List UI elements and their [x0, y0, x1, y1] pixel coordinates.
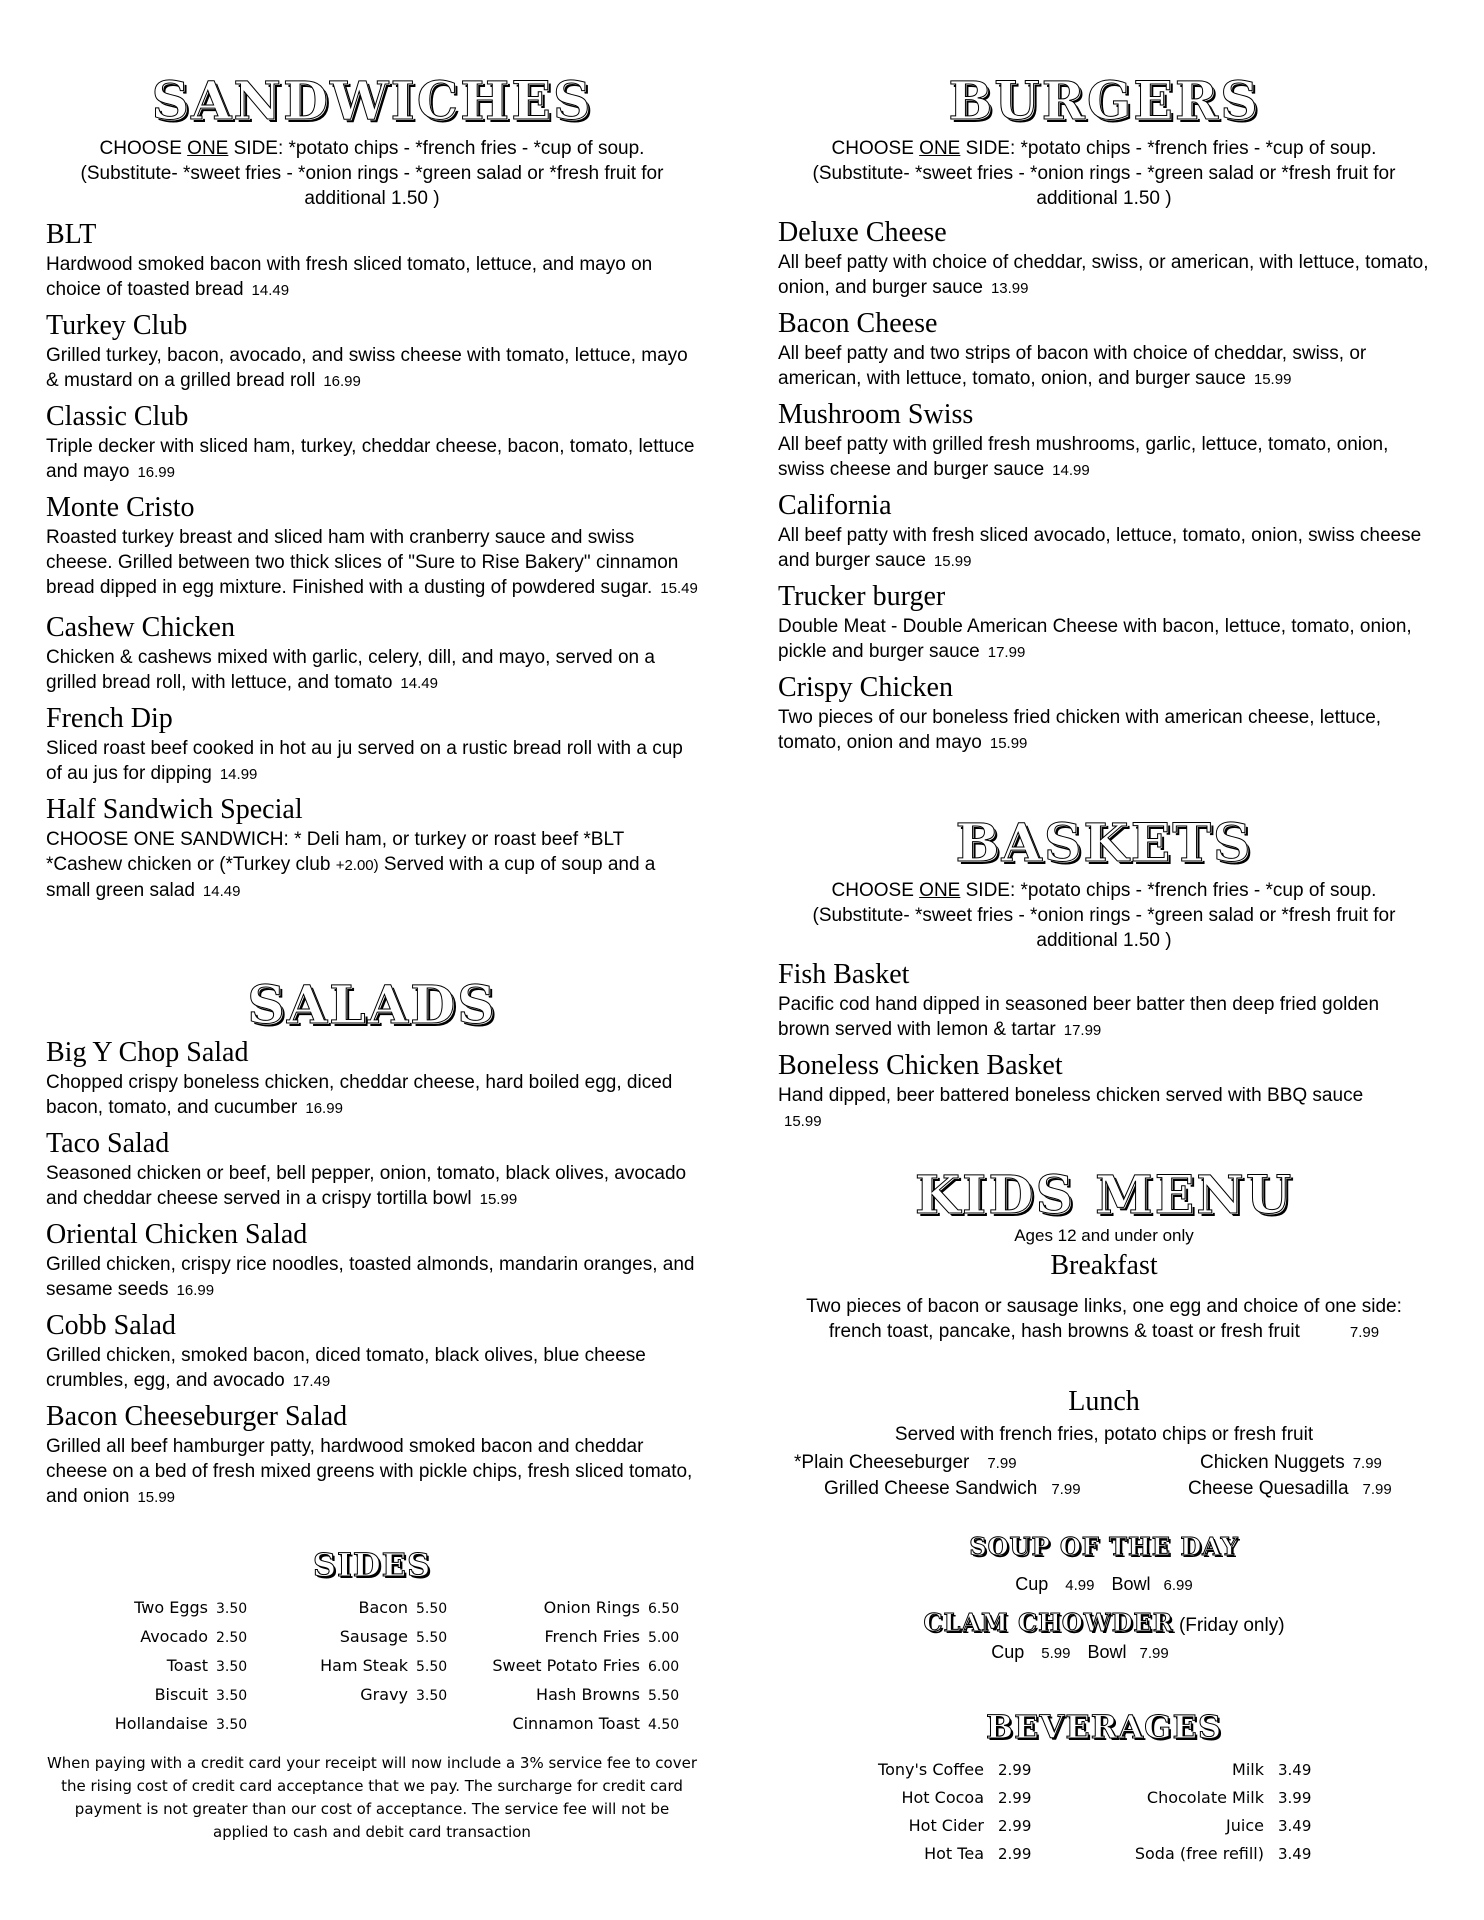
beverage-price: 2.99	[998, 1817, 1032, 1835]
side-price: 4.50	[648, 1717, 680, 1733]
item-name: Cobb Salad	[46, 1310, 176, 1341]
cup-price: 5.99	[1041, 1645, 1071, 1662]
beverage-item	[838, 1784, 1058, 1812]
side-item	[66, 1652, 266, 1681]
item-price: 7.99	[1349, 1324, 1380, 1341]
menu-item	[46, 1218, 698, 1303]
item-name: California	[778, 490, 892, 521]
side-item	[66, 1623, 266, 1652]
item-price: 15.99	[989, 735, 1028, 752]
breakfast-line: Two pieces of bacon or sausage links, one egg and choice of one side:	[806, 1296, 1402, 1317]
beverage-name: Hot Cocoa	[901, 1788, 984, 1807]
item-description-text: All beef patty with fresh sliced avocado, lettuce, tomato, onion, swiss cheese and burger sauce	[778, 525, 1422, 571]
side-price: 5.50	[648, 1688, 680, 1704]
item-price: 15.99	[933, 553, 972, 570]
item-price: 16.99	[305, 1100, 343, 1117]
item-name: Fish Basket	[778, 959, 910, 990]
side-name: Avocado	[140, 1627, 208, 1646]
side-price: 5.50	[416, 1601, 448, 1617]
side-note-additional: additional 1.50 )	[1036, 188, 1172, 209]
item-name: Taco Salad	[46, 1128, 170, 1159]
salads-title: SALADS	[247, 975, 497, 1036]
side-name: Sweet Potato Fries	[492, 1656, 640, 1675]
side-item	[466, 1594, 698, 1623]
item-description-text: Served with a cup of soup and a small green salad	[46, 854, 656, 901]
side-note-substitute: (Substitute- *sweet fries - *onion rings - *green salad or *fresh fruit for	[80, 163, 664, 184]
side-name: Hash Browns	[536, 1685, 640, 1704]
item-price: 7.99	[1352, 1455, 1382, 1472]
menu-item	[46, 1127, 698, 1212]
side-price: 6.00	[648, 1659, 680, 1675]
menu-item	[778, 580, 1430, 665]
item-description	[778, 705, 1430, 756]
side-price: 3.50	[216, 1659, 248, 1675]
side-name: Gravy	[360, 1685, 408, 1704]
item-name: Classic Club	[46, 401, 189, 432]
menu-item	[46, 218, 698, 303]
item-name: BLT	[46, 219, 97, 250]
item-description-text: Pacific cod hand dipped in seasoned beer batter then deep fried golden brown served with lemon & tartar	[778, 994, 1380, 1040]
item-name: Turkey Club	[46, 310, 188, 341]
side-name: Toast	[166, 1656, 208, 1675]
menu-item	[46, 309, 698, 394]
side-price: 3.50	[416, 1688, 448, 1704]
side-item	[266, 1681, 466, 1710]
sandwiches-side-note	[46, 136, 698, 211]
item-description	[778, 523, 1430, 574]
side-item	[66, 1594, 266, 1623]
side-name: Cinnamon Toast	[512, 1714, 640, 1733]
item-description-text: Grilled turkey, bacon, avocado, and swiss cheese with tomato, lettuce, mayo & mustard on a grilled bread roll	[46, 345, 688, 391]
menu-item	[46, 400, 698, 485]
item-price: 14.49	[400, 675, 438, 692]
item-name: Deluxe Cheese	[778, 217, 947, 248]
side-note-text: CHOOSE	[831, 138, 920, 159]
item-name: Crispy Chicken	[778, 672, 953, 703]
side-price: 3.50	[216, 1717, 248, 1733]
beverage-price: 3.49	[1278, 1845, 1312, 1863]
beverages-column	[838, 1756, 1058, 1868]
beverage-price: 3.49	[1278, 1761, 1312, 1779]
item-description-text: Roasted turkey breast and sliced ham with cranberry sauce and swiss cheese. Grilled between two thick slices of "Sure to Rise Bakery" cinnamon bread dipped in egg mixture. Finished with a dusting of powdered sugar.	[46, 527, 679, 598]
side-item	[266, 1594, 466, 1623]
item-description-text: Sliced roast beef cooked in hot au ju served on a rustic bread roll with a cup of au jus for dipping	[46, 738, 683, 784]
burgers-side-note	[778, 136, 1430, 211]
cup-label: Cup	[1015, 1574, 1049, 1594]
beverage-name: Hot Cider	[908, 1816, 984, 1835]
side-item	[66, 1710, 266, 1739]
beverage-name: Soda (free refill)	[1134, 1844, 1264, 1863]
item-description	[778, 432, 1430, 483]
side-note-substitute: (Substitute- *sweet fries - *onion rings - *green salad or *fresh fruit for	[812, 905, 1396, 926]
breakfast-line-text: french toast, pancake, hash browns & toast or fresh fruit	[828, 1321, 1300, 1342]
item-name: Boneless Chicken Basket	[778, 1050, 1063, 1081]
item-description-text: All beef patty and two strips of bacon with choice of cheddar, swiss, or american, with lettuce, tomato, onion, and burger sauce	[778, 343, 1367, 389]
beverage-item	[1078, 1784, 1338, 1812]
item-description-text: Double Meat - Double American Cheese with bacon, lettuce, tomato, onion, pickle and burger sauce	[778, 616, 1412, 662]
chowder-heading	[778, 1608, 1430, 1637]
item-price: 15.99	[479, 1191, 518, 1208]
item-price: 14.49	[251, 282, 290, 299]
side-note-additional: additional 1.50 )	[1036, 930, 1172, 951]
item-description-text: All beef patty with grilled fresh mushrooms, garlic, lettuce, tomato, onion, swiss cheese and burger sauce	[778, 434, 1389, 480]
soup-prices	[778, 1574, 1430, 1595]
kids-breakfast-description	[778, 1294, 1430, 1345]
beverage-price: 2.99	[998, 1845, 1032, 1863]
soup-title: SOUP OF THE DAY	[969, 1532, 1239, 1561]
item-description	[46, 1252, 698, 1303]
item-name: Bacon Cheeseburger Salad	[46, 1401, 348, 1432]
menu-item	[778, 1049, 1430, 1134]
item-description	[46, 343, 698, 394]
side-price: 5.50	[416, 1630, 448, 1646]
item-description	[778, 250, 1430, 301]
side-item	[266, 1652, 466, 1681]
beverage-item	[838, 1812, 1058, 1840]
menu-item	[46, 793, 698, 904]
sides-title: SIDES	[312, 1546, 432, 1584]
menu-item	[46, 611, 698, 696]
item-name: Mushroom Swiss	[778, 399, 974, 430]
item-name: French Dip	[46, 703, 173, 734]
item-description-text: CHOOSE ONE SANDWICH: * Deli ham, or turkey or roast beef *BLT *Cashew chicken or (*Turkey club	[46, 829, 624, 875]
item-price: 16.99	[137, 464, 175, 481]
side-item	[466, 1623, 698, 1652]
bowl-price: 7.99	[1139, 1645, 1169, 1662]
item-description	[46, 736, 698, 787]
item-description	[46, 1161, 698, 1212]
item-description-text: Hardwood smoked bacon with fresh sliced tomato, lettuce, and mayo on choice of toasted bread	[46, 254, 653, 300]
item-description-text: Grilled chicken, smoked bacon, diced tomato, black olives, blue cheese crumbles, egg, and avocado	[46, 1345, 646, 1391]
beverage-item	[838, 1840, 1058, 1868]
item-name: Oriental Chicken Salad	[46, 1219, 308, 1250]
item-description	[778, 341, 1430, 392]
side-name: Hollandaise	[114, 1714, 208, 1733]
baskets-title: BASKETS	[955, 813, 1253, 874]
kids-age-note: Ages 12 and under only	[1014, 1226, 1194, 1245]
lunch-item	[824, 1476, 1081, 1503]
item-price: 14.49	[202, 883, 241, 900]
beverage-name: Juice	[1226, 1816, 1264, 1835]
side-price: 3.50	[216, 1601, 248, 1617]
menu-item	[778, 307, 1430, 392]
beverage-name: Hot Tea	[924, 1844, 984, 1863]
item-description	[46, 1070, 698, 1121]
sides-column	[266, 1594, 466, 1710]
side-name: Onion Rings	[543, 1598, 640, 1617]
item-description	[46, 434, 698, 485]
lunch-item-name: Grilled Cheese Sandwich	[824, 1478, 1038, 1499]
sides-column	[466, 1594, 698, 1739]
lunch-item	[794, 1450, 1017, 1477]
item-name: Half Sandwich Special	[46, 794, 303, 825]
item-name: Trucker burger	[778, 581, 946, 612]
side-item	[466, 1681, 698, 1710]
sides-grid	[46, 1594, 698, 1734]
beverage-item	[1078, 1812, 1338, 1840]
kids-lunch-title: Lunch	[1068, 1386, 1140, 1417]
beverage-price: 2.99	[998, 1761, 1032, 1779]
item-description-text: Grilled all beef hamburger patty, hardwood smoked bacon and cheddar cheese on a bed of fresh mixed greens with pickle chips, fresh sliced tomato, and onion	[46, 1436, 693, 1507]
item-name: Bacon Cheese	[778, 308, 938, 339]
item-description	[46, 525, 698, 601]
item-price: 16.99	[176, 1282, 215, 1299]
chowder-note: (Friday only)	[1173, 1615, 1285, 1636]
item-price: 7.99	[987, 1455, 1017, 1472]
beverage-price: 2.99	[998, 1789, 1032, 1807]
item-price: 14.99	[219, 766, 258, 783]
bowl-label: Bowl	[1087, 1642, 1127, 1662]
item-name: Big Y Chop Salad	[46, 1037, 249, 1068]
item-price: 14.99	[1052, 462, 1090, 479]
lunch-item-name: *Plain Cheeseburger	[794, 1452, 970, 1473]
side-note-additional: additional 1.50 )	[304, 188, 440, 209]
side-item	[466, 1652, 698, 1681]
item-name: Monte Cristo	[46, 492, 195, 523]
item-description	[778, 1083, 1430, 1134]
side-note-emphasis: ONE	[187, 138, 229, 159]
item-price: 13.99	[990, 280, 1029, 297]
beverage-item	[1078, 1756, 1338, 1784]
beverages-grid	[778, 1756, 1430, 1876]
menu-item	[46, 1036, 698, 1121]
side-item	[466, 1710, 698, 1739]
item-price: 7.99	[1362, 1481, 1392, 1498]
side-name: Biscuit	[154, 1685, 208, 1704]
kids-breakfast-title: Breakfast	[1050, 1250, 1158, 1281]
side-price: 3.50	[216, 1688, 248, 1704]
lunch-item	[1200, 1450, 1382, 1477]
item-description	[778, 992, 1430, 1043]
menu-item	[46, 1400, 698, 1510]
menu-item	[778, 216, 1430, 301]
lunch-item	[1188, 1476, 1392, 1503]
item-description-text: Hand dipped, beer battered boneless chicken served with BBQ sauce	[778, 1085, 1364, 1106]
item-description-text: Chopped crispy boneless chicken, cheddar cheese, hard boiled egg, diced bacon, tomato, and cucumber	[46, 1072, 673, 1118]
item-price: 17.99	[987, 644, 1026, 661]
item-description	[778, 614, 1430, 665]
side-item	[266, 1623, 466, 1652]
menu-item	[46, 702, 698, 787]
item-description-text: Two pieces of our boneless fried chicken with american cheese, lettuce, tomato, onion and mayo	[778, 707, 1382, 753]
burgers-title: BURGERS	[948, 71, 1260, 132]
menu-item	[46, 491, 698, 601]
beverage-name: Chocolate Milk	[1146, 1788, 1264, 1807]
cup-price: 4.99	[1065, 1577, 1095, 1594]
kids-lunch-description: Served with french fries, potato chips or fresh fruit	[894, 1424, 1314, 1445]
menu-item	[778, 398, 1430, 483]
beverage-name: Milk	[1232, 1760, 1264, 1779]
beverage-item	[1078, 1840, 1338, 1868]
cup-label: Cup	[991, 1642, 1025, 1662]
side-item	[66, 1681, 266, 1710]
item-price: 15.99	[137, 1489, 176, 1506]
item-description	[46, 1343, 698, 1394]
item-price: 7.99	[1051, 1481, 1081, 1498]
item-price: 16.99	[323, 373, 361, 390]
sandwich-list	[46, 218, 698, 904]
item-description-text: Chicken & cashews mixed with garlic, celery, dill, and mayo, served on a grilled bread roll, with lettuce, and tomato	[46, 647, 655, 693]
side-note-emphasis: ONE	[919, 880, 961, 901]
sides-column	[66, 1594, 266, 1739]
side-name: Bacon	[358, 1598, 408, 1617]
burger-list	[778, 216, 1430, 756]
menu-item	[778, 489, 1430, 574]
baskets-section	[778, 813, 1430, 953]
kids-menu-title: KIDS MENU	[914, 1165, 1294, 1226]
item-upcharge: +2.00)	[335, 857, 379, 874]
breakfast-line	[778, 1319, 1430, 1345]
side-price: 6.50	[648, 1601, 680, 1617]
side-note-substitute: (Substitute- *sweet fries - *onion rings - *green salad or *fresh fruit for	[812, 163, 1396, 184]
side-note-text: SIDE: *potato chips - *french fries - *cup of soup.	[228, 138, 645, 159]
item-price: 15.99	[784, 1113, 822, 1130]
item-description	[46, 252, 698, 303]
basket-list	[778, 958, 1430, 1134]
side-name: Sausage	[339, 1627, 408, 1646]
sandwiches-section	[46, 71, 698, 211]
menu-item	[778, 671, 1430, 756]
beverage-price: 3.99	[1278, 1789, 1312, 1807]
item-description-text: Seasoned chicken or beef, bell pepper, onion, tomato, black olives, avocado and cheddar cheese served in a crispy tortilla bowl	[46, 1163, 687, 1209]
side-price: 2.50	[216, 1630, 248, 1646]
item-price: 15.49	[660, 580, 698, 597]
side-name: French Fries	[544, 1627, 640, 1646]
beverages-column	[1078, 1756, 1338, 1868]
side-note-text: CHOOSE	[99, 138, 188, 159]
beverages-title: BEVERAGES	[986, 1708, 1222, 1746]
item-price: 17.99	[1063, 1022, 1102, 1039]
burgers-section	[778, 71, 1430, 211]
baskets-side-note	[778, 878, 1430, 953]
side-note-text: SIDE: *potato chips - *french fries - *cup of soup.	[960, 138, 1377, 159]
item-price: 17.49	[292, 1373, 331, 1390]
credit-card-notice: When paying with a credit card your receipt will now include a 3% service fee to cover the rising cost of credit card acceptance that we pay. The surcharge for credit card payment is not greater than our cost of acceptance. The service fee will not be applied to cash and debit card transaction	[46, 1754, 698, 1841]
chowder-prices	[754, 1642, 1406, 1663]
item-description	[46, 827, 698, 904]
beverage-item	[838, 1756, 1058, 1784]
lunch-item-name: Chicken Nuggets	[1200, 1452, 1345, 1473]
side-name: Two Eggs	[134, 1598, 208, 1617]
beverage-price: 3.49	[1278, 1817, 1312, 1835]
side-price: 5.00	[648, 1630, 680, 1646]
lunch-item-name: Cheese Quesadilla	[1188, 1478, 1349, 1499]
item-description-text: All beef patty with choice of cheddar, swiss, or american, with lettuce, tomato, onion, and burger sauce	[778, 252, 1429, 298]
salad-list	[46, 1036, 698, 1510]
chowder-title: CLAM CHOWDER	[923, 1608, 1174, 1637]
menu-item	[778, 958, 1430, 1043]
side-name: Ham Steak	[320, 1656, 408, 1675]
bowl-label: Bowl	[1111, 1574, 1151, 1594]
side-note-text: SIDE: *potato chips - *french fries - *cup of soup.	[960, 880, 1377, 901]
beverage-name: Tony's Coffee	[878, 1760, 984, 1779]
bowl-price: 6.99	[1163, 1577, 1193, 1594]
item-description	[46, 1434, 698, 1510]
side-price: 5.50	[416, 1659, 448, 1675]
item-description-text: Grilled chicken, crispy rice noodles, toasted almonds, mandarin oranges, and sesame seeds	[46, 1254, 695, 1300]
item-description	[46, 645, 698, 696]
item-description-text: Triple decker with sliced ham, turkey, cheddar cheese, bacon, tomato, lettuce and mayo	[46, 436, 695, 482]
side-note-emphasis: ONE	[919, 138, 961, 159]
sandwiches-title: SANDWICHES	[151, 71, 593, 132]
menu-item	[46, 1309, 698, 1394]
side-note-text: CHOOSE	[831, 880, 920, 901]
item-price: 15.99	[1253, 371, 1292, 388]
item-name: Cashew Chicken	[46, 612, 235, 643]
